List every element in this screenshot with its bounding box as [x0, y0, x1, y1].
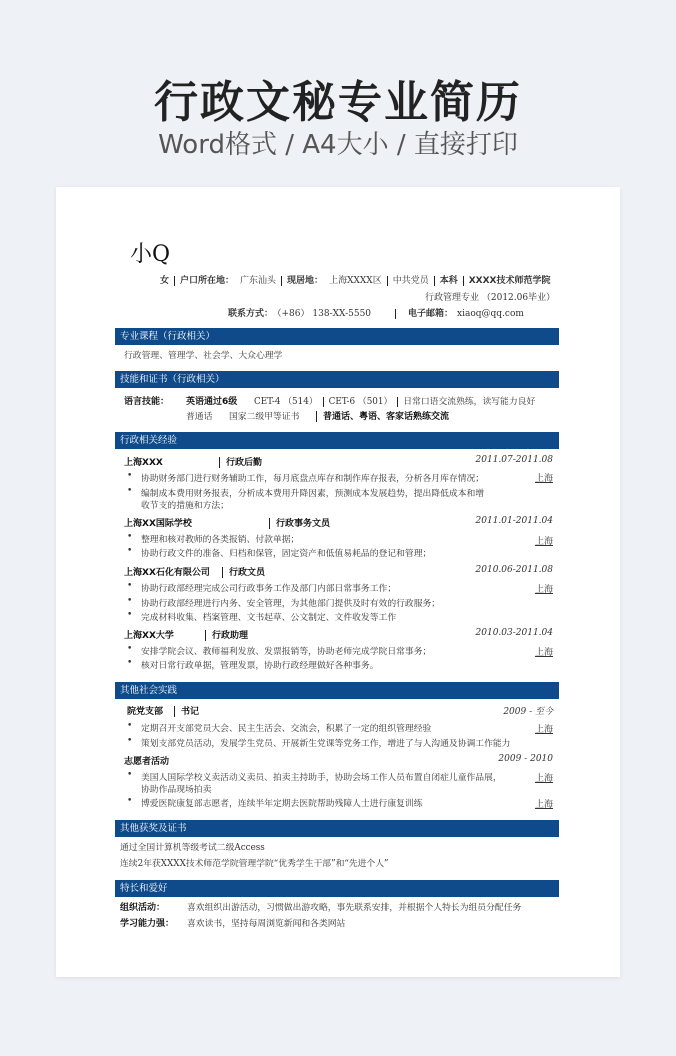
job-bullet: 完成材料收集、档案管理、文书起草、公文制定、文件收发等工作 [141, 613, 397, 623]
job-bullet: 整理和核对教师的各类报销、付款单据； [141, 535, 300, 545]
english-level: 英语通过6级 [186, 397, 238, 407]
residence-value: 上海XXXX区 [329, 276, 382, 286]
social-date: 2009 - 至今 [503, 707, 553, 717]
bullet: • [127, 796, 133, 806]
cet6-text: CET-6 （501） [328, 397, 393, 407]
job-role-text: 行政文员 [229, 568, 266, 578]
job-bullet: 核对日常行政单据，管理发票，协助行政经理做好各种事务。 [141, 661, 379, 671]
job-company: 上海XX大学 [124, 631, 174, 641]
award-line: 连续2年获XXXX技术师范学院管理学院“优秀学生干部”和“先进个人” [120, 859, 389, 869]
job-location: 上海 [534, 648, 553, 658]
award-line: 通过全国计算机等级考试二级Access [120, 843, 265, 853]
section-skills: 技能和证书（行政相关） [115, 371, 559, 388]
bullet: • [127, 532, 133, 542]
job-bullet: 协助行政部经理完成公司行政事务工作及部门内部日常事务工作； [141, 584, 397, 594]
section-experience: 行政相关经验 [115, 432, 559, 449]
social-location: 上海 [534, 774, 553, 784]
job-bullet: 协助财务部门进行财务辅助工作，每月底盘点库存和制作库存报表，分析各月库存情况； [141, 474, 485, 484]
gender: 女 [160, 276, 170, 286]
job-date: 2010.06-2011.08 [475, 565, 553, 575]
org-text: 喜欢组织出游活动，习惯做出游攻略，事先联系安排，并根据个人特长为组员分配任务 [187, 903, 522, 913]
bullet: • [127, 736, 133, 746]
section-courses: 专业课程（行政相关） [115, 328, 559, 345]
social-bullet: 美国人国际学校义卖活动义卖员、拍卖主持助手，协助会场工作人员布置自闭症儿童作品展， [141, 773, 502, 783]
social-location: 上海 [534, 725, 553, 735]
bullet: • [127, 644, 133, 654]
job-role [219, 455, 262, 468]
mandarin-level: 国家二级甲等证书 [229, 412, 300, 422]
job-role [269, 516, 330, 529]
dialects [316, 409, 449, 422]
bullet: • [127, 581, 133, 591]
job-role-text: 行政后勤 [226, 458, 263, 468]
major: 行政管理专业 （2012.06毕业） [425, 293, 556, 303]
oral-text: 日常口语交流熟练，读写能力良好 [403, 397, 536, 407]
job-company: 上海XX石化有限公司 [124, 568, 210, 578]
dialects-text: 普通话、粤语、客家话熟练交流 [323, 412, 450, 422]
learn-label: 学习能力强： [120, 919, 175, 929]
job-bullet: 编制成本费用财务报表，分析成本费用升降因素，预测成本发展趋势，提出降低成本和增 [141, 489, 485, 499]
mandarin: 普通话 [186, 412, 213, 422]
section-hobbies: 特长和爱好 [115, 880, 559, 897]
banner-subtitle: Word格式 / A4大小 / 直接打印 [158, 130, 518, 160]
job-date: 2011.07-2011.08 [475, 455, 553, 465]
banner-title: 行政文秘专业简历 [154, 77, 522, 128]
bullet: • [127, 546, 133, 556]
courses-text: 行政管理、管理学、社会学、大众心理学 [124, 351, 283, 361]
job-role-text: 行政事务文员 [276, 519, 331, 529]
candidate-name: 小Q [130, 242, 171, 267]
cet4 [254, 394, 535, 407]
hukou-label: 户口所在地： [180, 276, 235, 286]
hukou-value: 广东汕头 [240, 276, 277, 286]
social-role-text: 书记 [181, 707, 200, 717]
social-location: 上海 [534, 800, 553, 810]
social-role [174, 704, 199, 717]
bullet: • [127, 596, 133, 606]
social-bullet: 博爱医院康复部志愿者，连续半年定期去医院帮助残障人士进行康复训练 [141, 799, 423, 809]
social-org: 院党支部 [127, 707, 164, 717]
residence-label: 现居地： [287, 276, 324, 286]
section-social: 其他社会实践 [115, 682, 559, 699]
social-bullet: 策划支部党员活动，发展学生党员、开展新生党课等党务工作，增进了与人沟通及协调工作能力 [141, 739, 511, 749]
social-bullet-cont: 协助作品现场拍卖 [141, 785, 212, 795]
bullet: • [127, 770, 133, 780]
bullet: • [127, 471, 133, 481]
job-bullet: 协助行政文件的准备、归档和保管，固定资产和低值易耗品的登记和管理； [141, 549, 432, 559]
social-org: 志愿者活动 [124, 757, 170, 767]
bullet: • [127, 610, 133, 620]
job-location: 上海 [534, 474, 553, 484]
job-location: 上海 [534, 537, 553, 547]
cet4-text: CET-4 （514） [254, 397, 318, 407]
lang-label: 语言技能： [124, 397, 170, 407]
degree: 本科 [439, 276, 458, 286]
job-role-text: 行政助理 [212, 631, 249, 641]
job-role [222, 565, 265, 578]
bullet: • [127, 721, 133, 731]
bullet: • [127, 658, 133, 668]
job-role [205, 628, 248, 641]
party: 中共党员 [392, 276, 429, 286]
job-date: 2011.01-2011.04 [475, 516, 553, 526]
job-bullet-cont: 收节支的措施和方法； [141, 501, 229, 511]
personal-info-line1 [160, 273, 551, 286]
bullet: • [127, 486, 133, 496]
phone: （+86） 138-XX-5550 [277, 309, 372, 319]
job-company: 上海XX国际学校 [124, 519, 192, 529]
job-company: 上海XXX [124, 458, 163, 468]
contact-line [228, 306, 524, 319]
email-label: 电子邮箱： [408, 309, 454, 319]
social-bullet: 定期召开支部党员大会、民主生活会、交流会，积累了一定的组织管理经验 [141, 724, 432, 734]
learn-text: 喜欢读书，坚持每周浏览新闻和各类网站 [187, 919, 346, 929]
org-label: 组织活动： [120, 903, 166, 913]
section-awards: 其他获奖及证书 [115, 820, 559, 837]
contact-label: 联系方式： [228, 309, 274, 319]
job-location: 上海 [534, 585, 553, 595]
email: xiaoq@qq.com [457, 309, 524, 319]
job-bullet: 安排学院会议、教师福利发放、发票报销等，协助老师完成学院日常事务； [141, 647, 432, 657]
school: XXXX技术师范学院 [468, 276, 551, 286]
job-date: 2010.03-2011.04 [475, 628, 553, 638]
job-bullet: 协助行政部经理进行内务、安全管理，为其他部门提供及时有效的行政服务； [141, 599, 441, 609]
social-date: 2009 - 2010 [498, 754, 553, 764]
